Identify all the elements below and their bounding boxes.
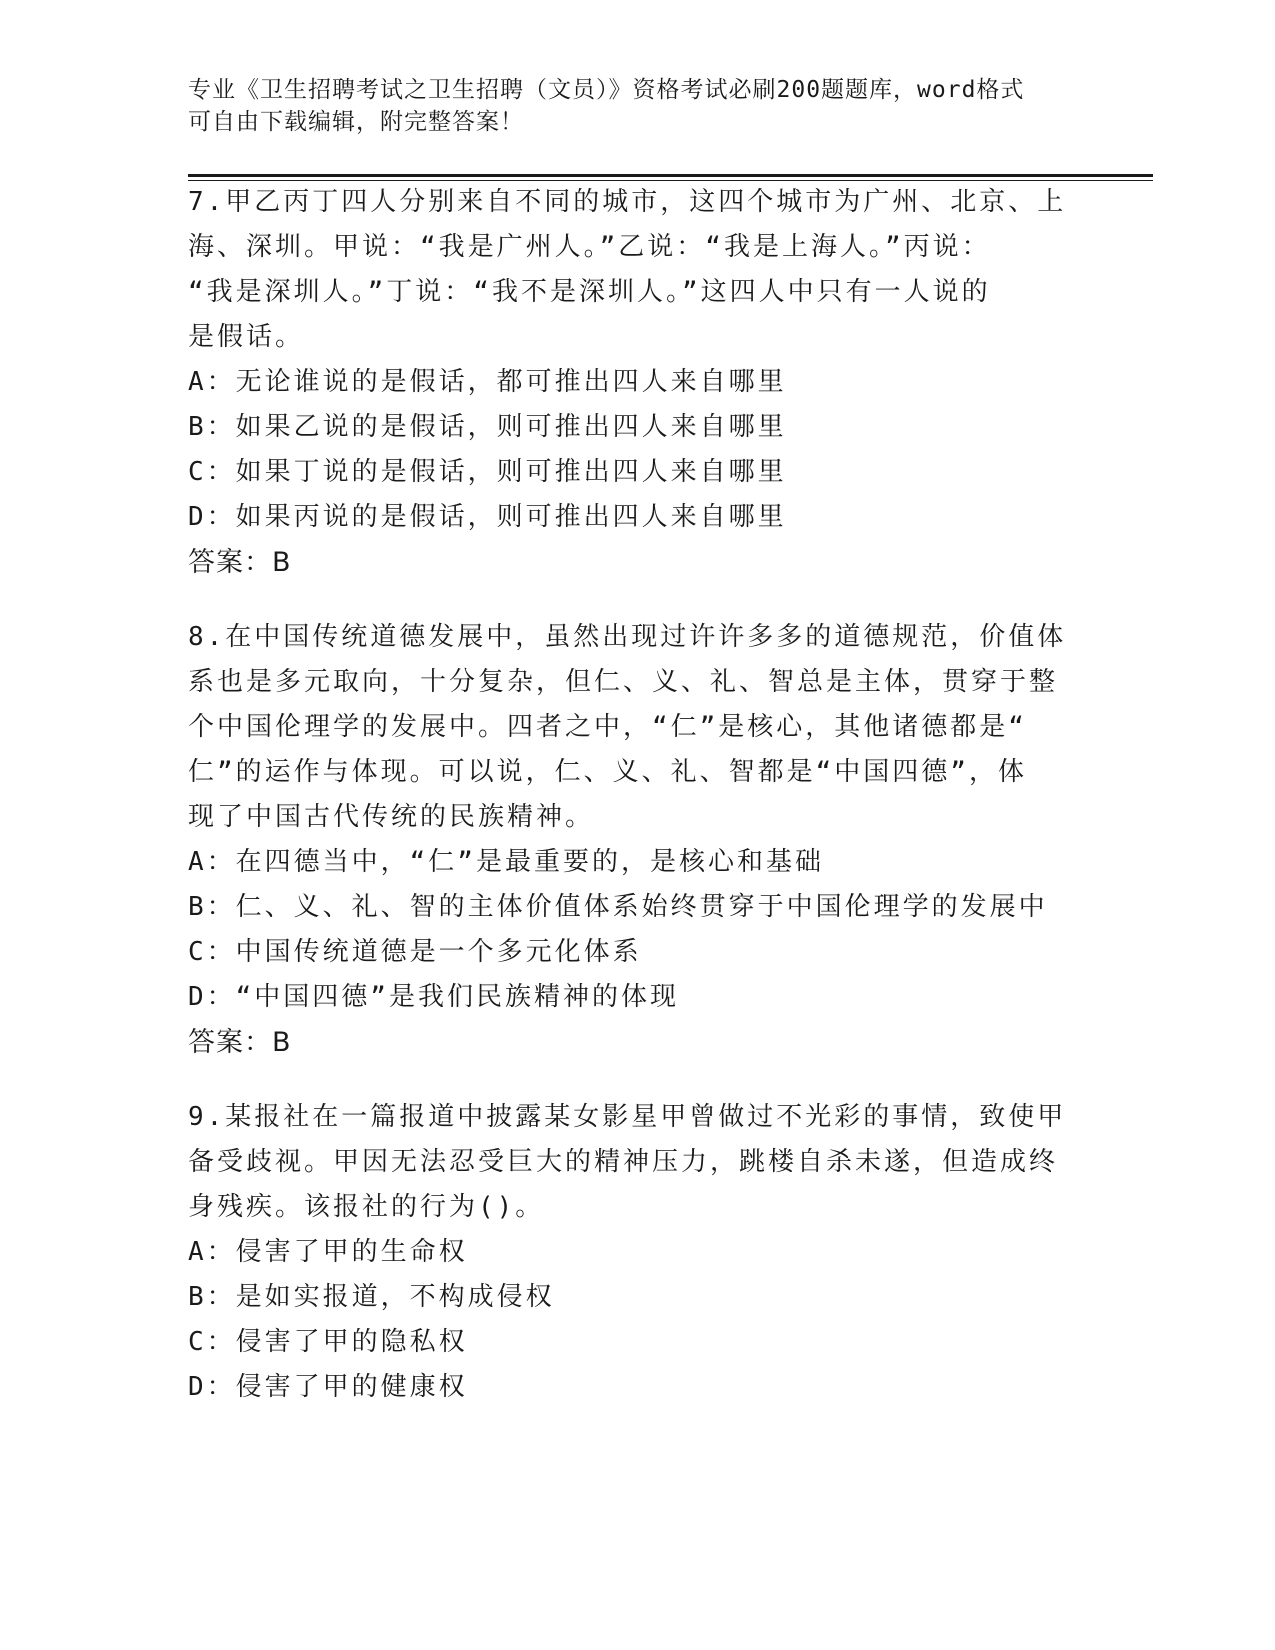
answer-line: 答案：B [188,547,292,578]
question-7 [188,180,1068,585]
question-text-line: 海、深圳。甲说：“我是广州人。”乙说：“我是上海人。”丙说： [188,232,991,262]
option-d: D：侵害了甲的健康权 [188,1372,468,1402]
header-divider-thick [188,174,1153,177]
document-header [188,74,1088,138]
option-c: C：中国传统道德是一个多元化体系 [188,937,642,967]
question-text-line: 9.某报社在一篇报道中披露某女影星甲曾做过不光彩的事情，致使甲 [188,1102,1067,1132]
header-line: 可自由下载编辑，附完整答案！ [188,109,524,135]
question-8 [188,615,1068,1065]
answer-line: 答案：B [188,1027,292,1058]
option-b: B：仁、义、礼、智的主体价值体系始终贯穿于中国伦理学的发展中 [188,892,1048,922]
option-b: B：是如实报道，不构成侵权 [188,1282,555,1312]
option-d: D：“中国四德”是我们民族精神的体现 [188,982,679,1012]
option-a: A：无论谁说的是假话，都可推出四人来自哪里 [188,367,787,397]
question-text-line: 个中国伦理学的发展中。四者之中，“仁”是核心，其他诸德都是“ [188,712,1027,742]
question-9 [188,1095,1068,1410]
question-text-line: 身残疾。该报社的行为()。 [188,1192,545,1222]
question-text-line: 系也是多元取向，十分复杂，但仁、义、礼、智总是主体，贯穿于整 [188,667,1059,697]
header-line: 专业《卫生招聘考试之卫生招聘（文员）》资格考试必刷200题题库，word格式 [188,77,1025,103]
option-b: B：如果乙说的是假话，则可推出四人来自哪里 [188,412,787,442]
question-text-line: 是假话。 [188,322,305,352]
question-text-line: 8.在中国传统道德发展中，虽然出现过许许多多的道德规范，价值体 [188,622,1067,652]
option-c: C：如果丁说的是假话，则可推出四人来自哪里 [188,457,787,487]
question-text-line: 7.甲乙丙丁四人分别来自不同的城市，这四个城市为广州、北京、上 [188,187,1067,217]
question-text-line: 备受歧视。甲因无法忍受巨大的精神压力，跳楼自杀未遂，但造成终 [188,1147,1059,1177]
question-text-line: 仁”的运作与体现。可以说，仁、义、礼、智都是“中国四德”，体 [188,757,1027,787]
question-text-line: 现了中国古代传统的民族精神。 [188,802,595,832]
option-a: A：侵害了甲的生命权 [188,1237,468,1267]
option-a: A：在四德当中，“仁”是最重要的，是核心和基础 [188,847,824,877]
question-text-line: “我是深圳人。”丁说：“我不是深圳人。”这四人中只有一人说的 [188,277,991,307]
option-d: D：如果丙说的是假话，则可推出四人来自哪里 [188,502,787,532]
option-c: C：侵害了甲的隐私权 [188,1327,468,1357]
